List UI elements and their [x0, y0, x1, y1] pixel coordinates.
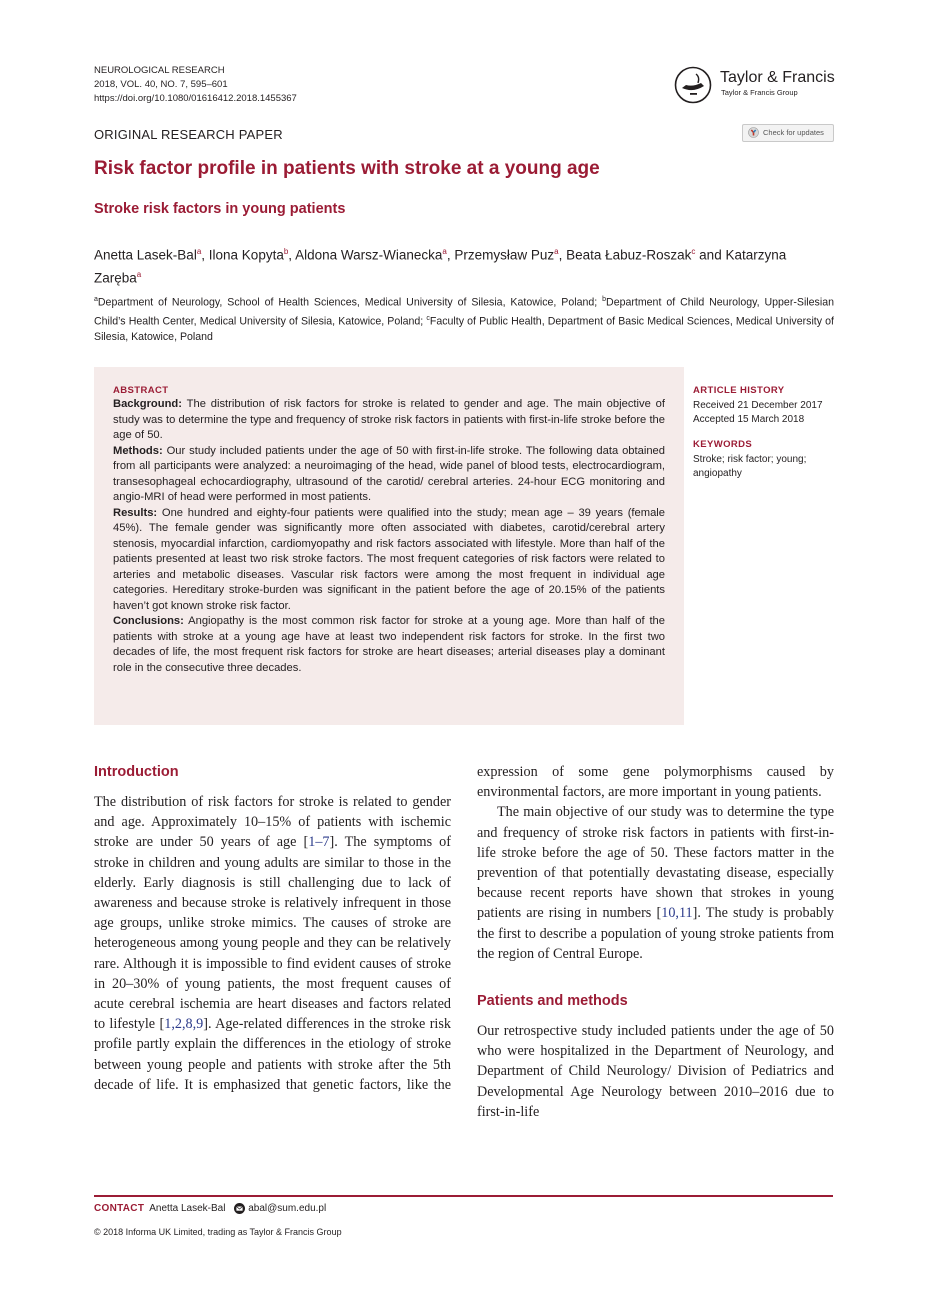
background-text: The distribution of risk factors for stroke is related to gender and age. The main objective of study was to determine the type and frequency of stroke risk factors in patients with first-in-life stroke before the age of 50.	[113, 398, 665, 441]
journal-name: NEUROLOGICAL RESEARCH	[94, 65, 225, 76]
results-text: One hundred and eighty-four patients were qualified into the study; mean age – 39 years (female 45%). The female gender was significantly more often associated with diabetes, carotid/cerebral artery stenosis, myocardial infarction, cardiomyopathy and risk factors associated with lifestyle. More than half of the patients presented at least two risk stroke factors. The most frequent categories of risk factors were related to arteries and metabolic diseases. Vascular risk factors were among the most frequent in individual age categories. Hereditary stroke-burden was significant in the patient before the age of 20.15% of the patients haven’t got known stroke risk factor.	[113, 506, 666, 612]
publisher-group: Taylor & Francis Group	[721, 88, 798, 97]
publisher-lamp-icon	[674, 66, 712, 104]
contact-name: Anetta Lasek-Bal	[149, 1203, 226, 1215]
contact-label: CONTACT	[94, 1203, 145, 1215]
author-affiliation-mark: a	[136, 269, 142, 279]
background-label: Background:	[113, 398, 182, 410]
intro-p2-text-b: ]. The study is probably the first to describe a population of young stroke patients from the region of Central Europe.	[477, 905, 834, 962]
contact-email-link[interactable]: abal@sum.edu.pl	[248, 1203, 327, 1215]
history-heading: ARTICLE HISTORY	[693, 385, 785, 396]
author-affiliation-mark: a	[196, 247, 202, 256]
citation-link[interactable]: 1–7	[308, 834, 330, 851]
journal-info	[94, 64, 297, 106]
intro-p1-text-a: The distribution of risk factors for stroke is related to gender and age. Approximately 10–15% of patients with ischemic stroke are under 50 years of age [	[94, 794, 451, 851]
article-subtitle: Stroke risk factors in young patients	[94, 201, 346, 217]
author-separator: ,	[446, 247, 455, 263]
author-separator: ,	[288, 247, 296, 263]
journal-volume: 2018, VOL. 40, NO. 7, 595–601	[94, 79, 228, 90]
methods-text: Our study included patients under the age of 50 with first-in-life stroke. The following data obtained from all participants were analyzed: a neuroimaging of the head, wide panel of blood tests, electrocardiogram, transesophageal echocardiography, ultrasound of the carotid/ cerebral arteries. 24-hour ECG monitoring and angio-MRI of head were performed in most patients.	[113, 444, 666, 503]
abstract-background	[113, 397, 665, 444]
conclusions-label: Conclusions:	[113, 615, 184, 627]
column-right	[477, 762, 834, 1122]
intro-p2-text-a: The main objective of our study was to determine the type and frequency of stroke risk factors in patients with first-in-life stroke before the age of 50. These factors matter in the prevention of that potentially devastating disease, especially because recent reports have shown that strokes in young patients are rising in numbers [	[477, 804, 834, 922]
results-label: Results:	[113, 506, 158, 519]
abstract-heading: ABSTRACT	[113, 385, 169, 396]
check-for-updates-button[interactable]	[742, 124, 834, 142]
conclusions-text: Angiopathy is the most common risk factor for stroke at a young age. More than half of the patients with stroke at a young age have at least two independent risk factors for stroke. In the first two decades of life, the most frequent risk factors for stroke are heart diseases; arterial diseases play a dominant role in the consecutive three decades.	[113, 615, 665, 674]
introduction-paragraph-2	[477, 802, 834, 964]
footer-divider	[94, 1195, 833, 1197]
contact-line	[94, 1203, 326, 1214]
introduction-heading: Introduction	[94, 764, 179, 780]
abstract-methods	[113, 444, 665, 506]
introduction-paragraph-1	[94, 792, 451, 1095]
column-left	[94, 762, 451, 1095]
author-name: Przemysław Puz	[454, 247, 555, 263]
citation-link[interactable]: 1,2,8,9	[164, 1016, 204, 1033]
abstract-conclusions	[113, 614, 665, 676]
keywords-heading: KEYWORDS	[693, 439, 753, 450]
article-history	[693, 385, 838, 481]
publisher-name: Taylor & Francis	[720, 69, 835, 86]
continued-text-flow	[477, 762, 834, 802]
citation-link[interactable]: 10,11	[661, 905, 693, 922]
continued-text	[477, 762, 834, 802]
author-affiliation-mark: c	[691, 247, 696, 256]
intro-p1-text-c: ]. Age-related differences in the stroke risk profile partly explain the differences in the etiology of stroke between young people and patients with stroke after the 5th decade of life. It is emphasized that genetic factors, like the	[94, 1016, 451, 1093]
methods-label: Methods:	[113, 444, 163, 457]
accepted-date: Accepted 15 March 2018	[693, 414, 805, 425]
publisher-logo[interactable]	[674, 66, 839, 106]
affiliation-text: Department of Neurology, School of Health Sciences, Medical University of Silesia, Katowice, Poland;	[97, 296, 603, 309]
keywords: Stroke; risk factor; young; angiopathy	[693, 454, 807, 479]
author-name: Aldona Warsz-Wianecka	[295, 247, 443, 263]
check-updates-label: Check for updates	[763, 128, 824, 137]
check-updates-icon	[748, 127, 759, 138]
affiliation-mark: c	[426, 315, 430, 323]
abstract-content	[113, 385, 665, 676]
affiliations	[94, 292, 834, 346]
received-date: Received 21 December 2017	[693, 400, 823, 411]
author-name: Ilona Kopyta	[208, 247, 284, 263]
author-affiliation-mark: a	[554, 247, 559, 256]
author-list	[94, 242, 834, 287]
affiliation-mark: a	[94, 296, 98, 303]
intro-p1-text-b: ]. The symptoms of stroke in children and young adults are similar to those in the elderly. Early diagnosis is still challenging due to lack of awareness and because stroke is relatively infrequent in those age groups, unlike stroke mimics. The causes of stroke are heterogeneous among young people and they can be relatively rare. Although it is impossible to find evident causes of stroke in 20–30% of young patients, the most frequent causes of acute cerebral ischemia are heart diseases and factors related to lifestyle [	[94, 834, 451, 1033]
abstract-results	[113, 506, 665, 615]
affiliation-mark: b	[602, 296, 607, 303]
introduction-paragraph-1-clip	[94, 792, 451, 1095]
email-icon	[234, 1203, 245, 1214]
author-separator: and	[695, 247, 726, 263]
author-name: Katarzyna Zaręba	[94, 247, 787, 285]
methods-heading: Patients and methods	[477, 993, 628, 1010]
author-separator: ,	[201, 247, 209, 263]
journal-doi[interactable]: https://doi.org/10.1080/01616412.2018.1455367	[94, 93, 297, 104]
affiliation-text: Department of Child Neurology, Upper-Silesian Child’s Health Center, Medical University of Silesia, Katowice, Poland;	[94, 296, 834, 328]
introduction-paragraph-1-continued	[477, 762, 834, 802]
article-title: Risk factor profile in patients with stroke at a young age	[94, 158, 600, 179]
author-name: Anetta Lasek-Bal	[94, 247, 197, 263]
author-affiliation-mark: a	[442, 247, 447, 256]
abstract-box	[94, 367, 684, 725]
affiliation-text: Faculty of Public Health, Department of Basic Medical Sciences, Medical University of Silesia, Katowice, Poland	[94, 315, 835, 344]
author-separator: ,	[558, 247, 567, 263]
paper-type: ORIGINAL RESEARCH PAPER	[94, 127, 283, 142]
methods-paragraph-1: Our retrospective study included patients under the age of 50 who were hospitalized in the Department of Neurology, and Department of Child Neurology/ Division of Pediatrics and Developmental Age Neurology between 2010–2016 due to first-in-life	[477, 1023, 834, 1120]
author-affiliation-mark: b	[283, 247, 289, 256]
author-name: Beata Łabuz-Roszak	[566, 247, 692, 263]
intro-p1-text-c-continued: expression of some gene polymorphisms caused by environmental factors, are more important in young patients.	[477, 764, 834, 801]
copyright: © 2018 Informa UK Limited, trading as Taylor & Francis Group	[94, 1227, 342, 1237]
